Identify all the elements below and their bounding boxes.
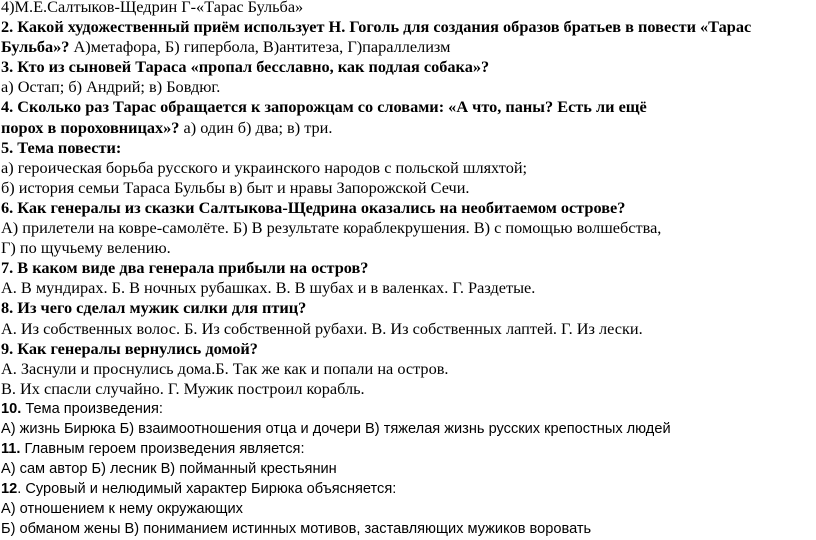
question-2-text-end: Бульба»? xyxy=(1,37,70,57)
question-4 xyxy=(1,97,813,137)
question-12-number: 12 xyxy=(1,481,18,498)
question-6-text: 6. Как генералы из сказки Салтыкова-Щедрина оказались на необитаемом острове? xyxy=(1,197,626,217)
question-2 xyxy=(1,17,813,57)
previous-answer-line: 4)М.Е.Салтыков-Щедрин Г-«Тарас Бульба» xyxy=(1,0,304,16)
question-2-continuation xyxy=(1,37,813,57)
question-5-option-b: б) история семьи Тараса Бульбы в) быт и нравы Запорожской Сечи. xyxy=(1,177,470,197)
question-9-options-line-1: А. Заснули и проснулись дома.Б. Так же как и попали на остров. xyxy=(1,358,449,378)
question-5 xyxy=(1,138,813,198)
question-10-line xyxy=(1,399,813,419)
question-8 xyxy=(1,298,813,338)
question-6-options-line-1: А) прилетели на ковре-самолёте. Б) В результате кораблекрушения. В) с помощью волшебства, xyxy=(1,218,662,238)
question-10-number: 10. xyxy=(1,400,22,417)
question-6 xyxy=(1,198,813,258)
question-4-text: 4. Сколько раз Тарас обращается к запорожцам со словами: «А что, паны? Есть ли ещё xyxy=(1,97,647,117)
question-2-text: 2. Какой художественный приём использует Н. Гоголь для создания образов братьев в повести «Тарас xyxy=(1,17,752,37)
question-4-options: а) один б) два; в) три. xyxy=(179,117,333,137)
question-9-options-line-2: В. Их спасли случайно. Г. Мужик построил корабль. xyxy=(1,378,365,398)
question-7-text: 7. В каком виде два генерала прибыли на остров? xyxy=(1,258,369,278)
question-8-text: 8. Из чего сделал мужик силки для птиц? xyxy=(1,298,307,318)
question-2-options: А)метафора, Б) гипербола, В)антитеза, Г)параллелизм xyxy=(69,37,451,57)
question-11-options: А) сам автор Б) лесник В) пойманный крестьянин xyxy=(1,461,337,478)
question-12 xyxy=(1,479,813,539)
question-5-text: 5. Тема повести: xyxy=(1,137,122,157)
question-11-number: 11. xyxy=(1,441,21,458)
question-12-line xyxy=(1,479,813,499)
question-9-text: 9. Как генералы вернулись домой? xyxy=(1,338,258,358)
question-4-text-end: порох в пороховницах»? xyxy=(1,117,180,137)
question-3 xyxy=(1,57,813,97)
question-12-option-a: А) отношением к нему окружающих xyxy=(1,501,243,518)
question-8-options: А. Из собственных волос. Б. Из собственной рубахи. В. Из собственных лаптей. Г. Из лески. xyxy=(1,318,643,338)
question-11 xyxy=(1,439,813,479)
question-4-continuation xyxy=(1,118,813,138)
question-7-options: А. В мундирах. Б. В ночных рубашках. В. В шубах и в валенках. Г. Раздетые. xyxy=(1,278,536,298)
question-10 xyxy=(1,399,813,439)
question-11-text: Главным героем произведения является: xyxy=(20,441,305,458)
question-5-option-a: а) героическая борьба русского и украинского народов с польской шляхтой; xyxy=(1,157,528,177)
question-12-text: . Суровый и нелюдимый характер Бирюка объясняется: xyxy=(17,481,397,498)
question-9 xyxy=(1,339,813,399)
question-12-options-b-c: Б) обманом жены В) пониманием истинных мотивов, заставляющих мужиков воровать xyxy=(1,521,592,538)
question-7 xyxy=(1,258,813,298)
question-3-options: а) Остап; б) Андрий; в) Бовдюг. xyxy=(1,77,221,97)
question-10-options: А) жизнь Бирюка Б) взаимоотношения отца и дочери В) тяжелая жизнь русских крепостных людей xyxy=(1,420,671,437)
question-10-text: Тема произведения: xyxy=(21,400,163,417)
question-6-options-line-2: Г) по щучьему велению. xyxy=(1,238,171,258)
document-page xyxy=(1,0,813,540)
question-11-line xyxy=(1,439,813,459)
question-3-text: 3. Кто из сыновей Тараса «пропал бесславно, как подлая собака»? xyxy=(1,57,490,77)
